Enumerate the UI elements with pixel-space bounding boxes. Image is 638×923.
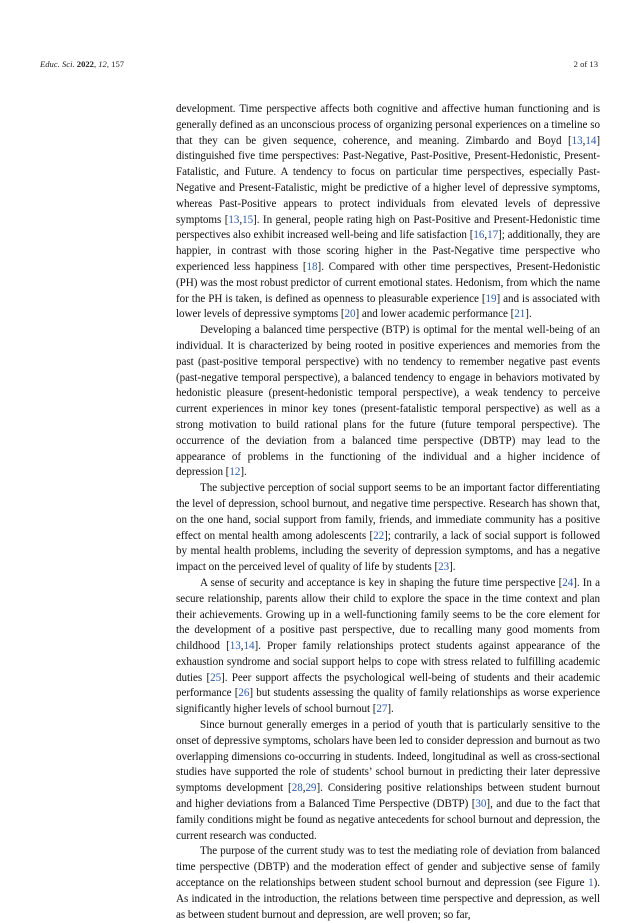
text-run: ]. <box>387 703 394 716</box>
text-run: ]. <box>240 466 247 479</box>
text-run: A sense of security and acceptance is key in shaping the future time perspective [ <box>200 576 563 589</box>
citation-link[interactable]: 15 <box>242 213 254 226</box>
citation-link[interactable]: 28 <box>291 782 303 795</box>
text-run: ]. <box>525 308 532 321</box>
citation-link[interactable]: 26 <box>238 687 250 700</box>
citation-link[interactable]: 20 <box>344 308 356 321</box>
text-run: , <box>239 213 243 226</box>
journal-volume: 12 <box>98 59 107 69</box>
citation-link[interactable]: 21 <box>514 308 526 321</box>
text-run: Developing a balanced time perspective (BTP) is optimal for the mental well-being of an individual. It is characterized by being rooted in positive experiences and memories from the past (past-positive temporal perspective) with no tendency to remember negative past events (past-negative temporal perspective), a balanced tendency to engage in behaviors motivated by hedonistic pleasure (present-hedonistic temporal perspective), a weak tendency to perceive current experiences in minor key tones (present-fatalistic temporal perspective) as well as a strong motivation to build rational plans for the future (future temporal perspective). The occurrence of the deviation from a balanced time perspective (DBTP) may lead to the appearance of problems in the functioning of the individual and a higher incidence of depression [ <box>176 324 600 479</box>
citation-link[interactable]: 14 <box>585 134 597 147</box>
text-run: ]. Compared with other time perspectives, Present-Hedonistic (PH) was the most robust predictor of current emotional states. Hedonism, from which the name for the PH is taken, is defined as openness to pleasurable experience [ <box>176 260 601 305</box>
citation-link[interactable]: 27 <box>376 703 388 716</box>
article-number: 157 <box>111 59 125 69</box>
citation-link[interactable]: 19 <box>485 292 497 305</box>
citation-link[interactable]: 30 <box>475 798 487 811</box>
paragraph <box>176 576 600 718</box>
text-run: , <box>582 134 586 147</box>
citation-link[interactable]: 13 <box>229 640 241 653</box>
text-run: , <box>302 782 306 795</box>
paragraph <box>176 102 600 323</box>
text-run: ]. Considering positive relationships between student burnout and higher deviations from a Balanced Time Perspective (DBTP) [ <box>176 782 600 811</box>
citation-link[interactable]: 12 <box>229 466 241 479</box>
paragraph <box>176 718 600 844</box>
text-run: , <box>484 229 488 242</box>
journal-citation: Educ. Sci. 2022, 12, 157 <box>40 59 125 69</box>
text-run: Since burnout generally emerges in a period of youth that is particularly sensitive to the onset of depressive symptoms, scholars have been led to consider depression and burnout as two overlapping dimensions co-occurring in students. Indeed, longitudinal as well as cross-sectional studies have supported the role of students’ school burnout in predicting their later depressive symptoms development [ <box>176 719 600 795</box>
journal-name: Educ. Sci. <box>40 59 75 69</box>
text-run: ]. <box>449 561 456 574</box>
text-run: ]; contrarily, a lack of social support is followed by mental health problems, including the severity of depression symptoms, and has a negative impact on the perceived level of quality of life by students [ <box>176 529 600 574</box>
running-header <box>40 59 598 73</box>
journal-year: 2022 <box>76 59 94 69</box>
citation-link[interactable]: 17 <box>487 229 499 242</box>
citation-link[interactable]: 18 <box>306 260 318 273</box>
citation-link[interactable]: 16 <box>473 229 485 242</box>
text-run: The subjective perception of social support seems to be an important factor differentiating the level of depression, school burnout, and negative time perspective. Research has shown that, on the one hand, social support from family, friends, and immediate community has a positive effect on mental health among adolescents [ <box>176 482 600 542</box>
citation-link[interactable]: 14 <box>243 640 255 653</box>
text-run: ]. In general, people rating high on Past-Positive and Present-Hedonistic time perspectives also exhibit increased well-being and life satisfaction [ <box>176 213 600 242</box>
text-run: ] and lower academic performance [ <box>355 308 515 321</box>
body-text <box>176 102 600 923</box>
citation-link[interactable]: 24 <box>562 576 574 589</box>
text-run: ]. In a secure relationship, parents allow their child to explore the space in the time context and plan their achievements. Growing up in a well-functioning family seems to be the core element for the development of a positive past perspective, due to recalling many good moments from childhood [ <box>176 576 600 653</box>
paragraph <box>176 844 600 923</box>
text-run: The purpose of the current study was to test the mediating role of deviation from balanced time perspective (DBTP) and the moderation effect of gender and subjective sense of family acceptance on the relationships between student school burnout and depression (see Figure <box>176 845 600 890</box>
citation-link[interactable]: 22 <box>373 529 385 542</box>
text-run: ]. Peer support affects the psychological well-being of students and their academic performance [ <box>176 671 600 700</box>
citation-link[interactable]: 29 <box>305 782 317 795</box>
citation-link[interactable]: 23 <box>438 561 450 574</box>
text-run: ], and due to the fact that family conditions might be found as negative antecedents for school burnout and depression, the current research was conducted. <box>176 798 600 842</box>
text-run: development. Time perspective affects both cognitive and affective human functioning and is generally defined as an unconscious process of organizing personal experiences on a timeline so that they can be given sequence, coherence, and meaning. Zimbardo and Boyd [ <box>176 103 600 147</box>
paragraph <box>176 481 600 576</box>
text-run: ). As indicated in the introduction, the relations between time perspective and depression, as well as between student burnout and depression, are well proven; so far, <box>176 877 600 921</box>
text-run: ] but students assessing the quality of family relationships as worse experience significantly higher levels of school burnout [ <box>176 687 600 716</box>
citation-link[interactable]: 25 <box>210 671 222 684</box>
citation-link[interactable]: 13 <box>228 213 240 226</box>
text-run: ] distinguished five time perspectives: Past-Negative, Past-Positive, Present-Hedonistic, Present-Fatalistic, and Future. A tendency to focus on particular time perspectives, especially Past-Negative and Present-Fatalistic, might be predictive of a higher level of depressive symptoms, whereas Past-Positive appears to protect individuals from elevated levels of depressive symptoms [ <box>176 134 600 226</box>
paragraph <box>176 323 600 481</box>
page-indicator: 2 of 13 <box>573 59 598 69</box>
text-run: ]. Proper family relationships protect students against appearance of the exhaustion syndrome and social support helps to cope with stress related to fulfilling academic duties [ <box>176 640 600 684</box>
text-run: ] and is associated with lower levels of depressive symptoms [ <box>176 292 600 321</box>
citation-link[interactable]: 1 <box>588 877 594 890</box>
text-run: , <box>240 640 244 653</box>
text-run: ]; additionally, they are happier, in contrast with those scoring higher in the Past-Negative time perspective who experienced less happiness [ <box>176 229 600 273</box>
citation-link[interactable]: 13 <box>571 134 583 147</box>
